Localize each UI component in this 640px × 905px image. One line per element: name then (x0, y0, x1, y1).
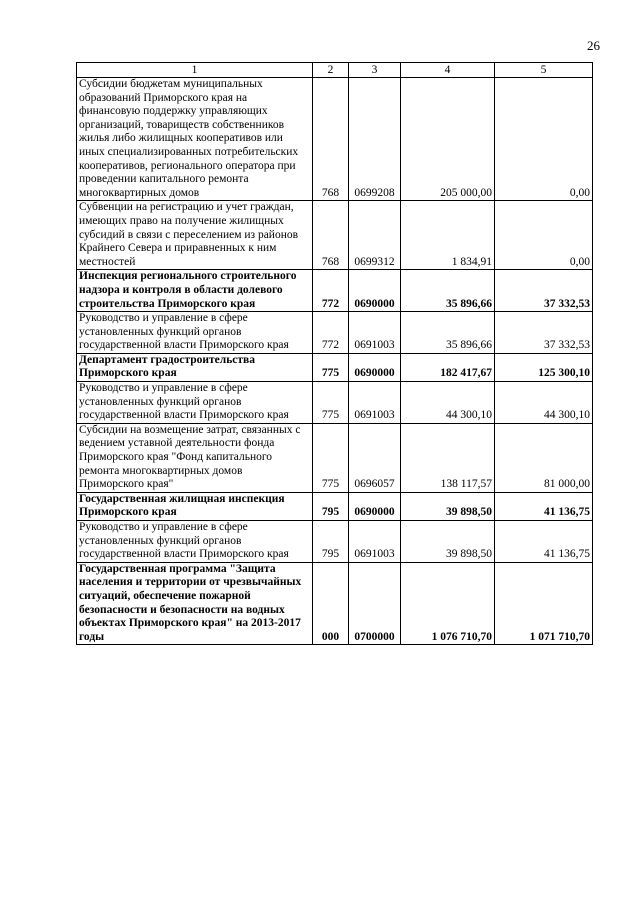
row-article: 0691003 (349, 312, 401, 354)
row-code: 772 (313, 312, 349, 354)
row-value-1: 39 898,50 (401, 521, 495, 563)
row-value-2: 81 000,00 (495, 423, 593, 492)
row-article: 0690000 (349, 353, 401, 381)
row-article: 0696057 (349, 423, 401, 492)
row-value-2: 37 332,53 (495, 270, 593, 312)
row-article: 0699208 (349, 78, 401, 201)
row-value-1: 39 898,50 (401, 492, 495, 520)
table-row (77, 78, 593, 201)
table-header-row (77, 63, 593, 78)
row-value-1: 138 117,57 (401, 423, 495, 492)
row-name: Руководство и управление в сфере установленных функций органов государственной власти Приморского края (77, 312, 313, 354)
column-header: 3 (349, 63, 401, 78)
column-header: 1 (77, 63, 313, 78)
row-code: 000 (313, 562, 349, 645)
budget-table (76, 62, 593, 645)
row-name: Инспекция регионального строительного надзора и контроля в области долевого строительства Приморского края (77, 270, 313, 312)
row-code: 768 (313, 78, 349, 201)
row-code: 775 (313, 353, 349, 381)
row-name: Субвенции на регистрацию и учет граждан, имеющих право на получение жилищных субсидий в связи с переселением из районов Крайнего Севера и приравненных к ним местностей (77, 201, 313, 270)
row-code: 795 (313, 521, 349, 563)
row-name: Руководство и управление в сфере установленных функций органов государственной власти Приморского края (77, 521, 313, 563)
row-code: 775 (313, 423, 349, 492)
row-value-2: 41 136,75 (495, 521, 593, 563)
table-row (77, 562, 593, 645)
table-row (77, 492, 593, 520)
row-value-2: 0,00 (495, 78, 593, 201)
column-header: 2 (313, 63, 349, 78)
row-value-2: 44 300,10 (495, 382, 593, 424)
row-name: Субсидии на возмещение затрат, связанных с ведением уставной деятельности фонда Приморского края "Фонд капитального ремонта многоквартирных домов Приморского края" (77, 423, 313, 492)
row-value-2: 1 071 710,70 (495, 562, 593, 645)
row-value-1: 44 300,10 (401, 382, 495, 424)
table-row (77, 353, 593, 381)
row-article: 0691003 (349, 521, 401, 563)
row-value-1: 35 896,66 (401, 270, 495, 312)
row-name: Руководство и управление в сфере установленных функций органов государственной власти Приморского края (77, 382, 313, 424)
row-value-2: 0,00 (495, 201, 593, 270)
row-name: Субсидии бюджетам муниципальных образований Приморского края на финансовую поддержку управляющих организаций, товариществ собственников жилья либо жилищных кооперативов или иных специализированных потребительских кооперативов, регионального оператора при проведении капитального ремонта многоквартирных домов (77, 78, 313, 201)
row-name: Департамент градостроительства Приморского края (77, 353, 313, 381)
row-value-1: 205 000,00 (401, 78, 495, 201)
row-code: 795 (313, 492, 349, 520)
table-row (77, 382, 593, 424)
table-row (77, 521, 593, 563)
table-row (77, 270, 593, 312)
row-code: 775 (313, 382, 349, 424)
row-value-2: 41 136,75 (495, 492, 593, 520)
row-article: 0690000 (349, 270, 401, 312)
row-value-2: 125 300,10 (495, 353, 593, 381)
row-article: 0690000 (349, 492, 401, 520)
page-number: 26 (587, 38, 600, 53)
table-row (77, 423, 593, 492)
row-code: 772 (313, 270, 349, 312)
column-header: 5 (495, 63, 593, 78)
row-value-2: 37 332,53 (495, 312, 593, 354)
column-header: 4 (401, 63, 495, 78)
row-article: 0699312 (349, 201, 401, 270)
row-code: 768 (313, 201, 349, 270)
row-article: 0700000 (349, 562, 401, 645)
row-article: 0691003 (349, 382, 401, 424)
row-value-1: 35 896,66 (401, 312, 495, 354)
row-name: Государственная жилищная инспекция Приморского края (77, 492, 313, 520)
row-value-1: 1 834,91 (401, 201, 495, 270)
row-value-1: 1 076 710,70 (401, 562, 495, 645)
row-name: Государственная программа "Защита населения и территории от чрезвычайных ситуаций, обеспечение пожарной безопасности и безопасности на водных объектах Приморского края" на 2013-2017 годы (77, 562, 313, 645)
row-value-1: 182 417,67 (401, 353, 495, 381)
table-row (77, 201, 593, 270)
table-row (77, 312, 593, 354)
